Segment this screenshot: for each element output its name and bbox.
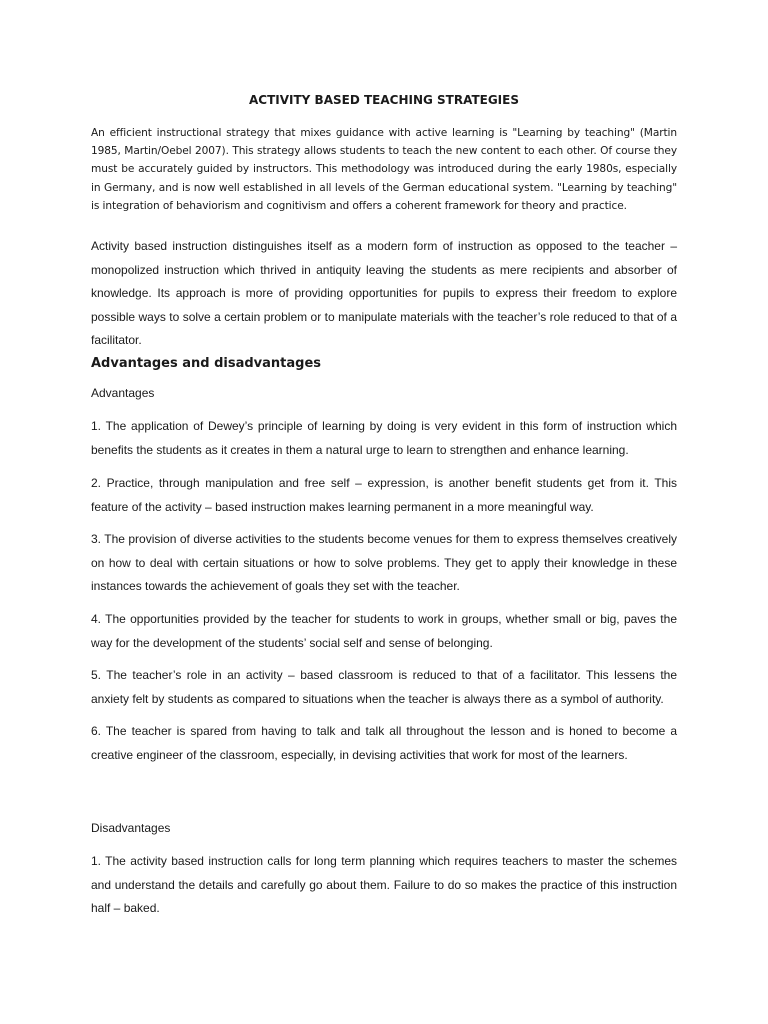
advantage-item-3: 3. The provision of diverse activities to the students become venues for them to express themselves creatively on how to deal with certain situations or how to solve problems. They get to apply their knowledge in these instances towards the achievement of goals they set with the teacher.	[91, 532, 677, 593]
advantage-item-4: 4. The opportunities provided by the teacher for students to work in groups, whether small or big, paves the way for the development of the students’ social self and sense of belonging.	[91, 612, 677, 650]
disadvantages-label: Disadvantages	[91, 821, 171, 835]
disadvantage-item-1: 1. The activity based instruction calls for long term planning which requires teachers to master the schemes and understand the details and carefully go about them. Failure to do so makes the practice of this instruction half – baked.	[91, 854, 677, 915]
section-heading: Advantages and disadvantages	[91, 356, 322, 371]
advantage-item-2: 2. Practice, through manipulation and free self – expression, is another benefit students get from it. This feature of the activity – based instruction makes learning permanent in a more meaningful way.	[91, 476, 677, 514]
body-paragraph: Activity based instruction distinguishes itself as a modern form of instruction as opposed to the teacher – monopolized instruction which thrived in antiquity leaving the students as mere recipients and absorber of knowledge. Its approach is more of providing opportunities for pupils to express their freedom to explore possible ways to solve a certain problem or to manipulate materials with the teacher’s role reduced to that of a facilitator.	[91, 239, 677, 347]
advantage-item-6: 6. The teacher is spared from having to talk and talk all throughout the lesson and is honed to become a creative engineer of the classroom, especially, in devising activities that work for most of the learners.	[91, 724, 677, 762]
advantages-label: Advantages	[91, 386, 155, 400]
advantage-item-5: 5. The teacher’s role in an activity – based classroom is reduced to that of a facilitator. This lessens the anxiety felt by students as compared to situations when the teacher is always there as a symbol of authority.	[91, 668, 677, 706]
advantage-item-1: 1. The application of Dewey’s principle of learning by doing is very evident in this form of instruction which benefits the students as it creates in them a natural urge to learn to strengthen and enhance learning.	[91, 419, 677, 457]
intro-paragraph: An efficient instructional strategy that mixes guidance with active learning is "Learning by teaching" (Martin 1985, Martin/Oebel 2007). This strategy allows students to teach the new content to each other. Of course they must be accurately guided by instructors. This methodology was introduced during the early 1980s, especially in Germany, and is now well established in all levels of the German educational system. "Learning by teaching" is integration of behaviorism and cognitivism and offers a coherent framework for theory and practice.	[91, 127, 677, 212]
document-title: ACTIVITY BASED TEACHING STRATEGIES	[249, 93, 519, 107]
